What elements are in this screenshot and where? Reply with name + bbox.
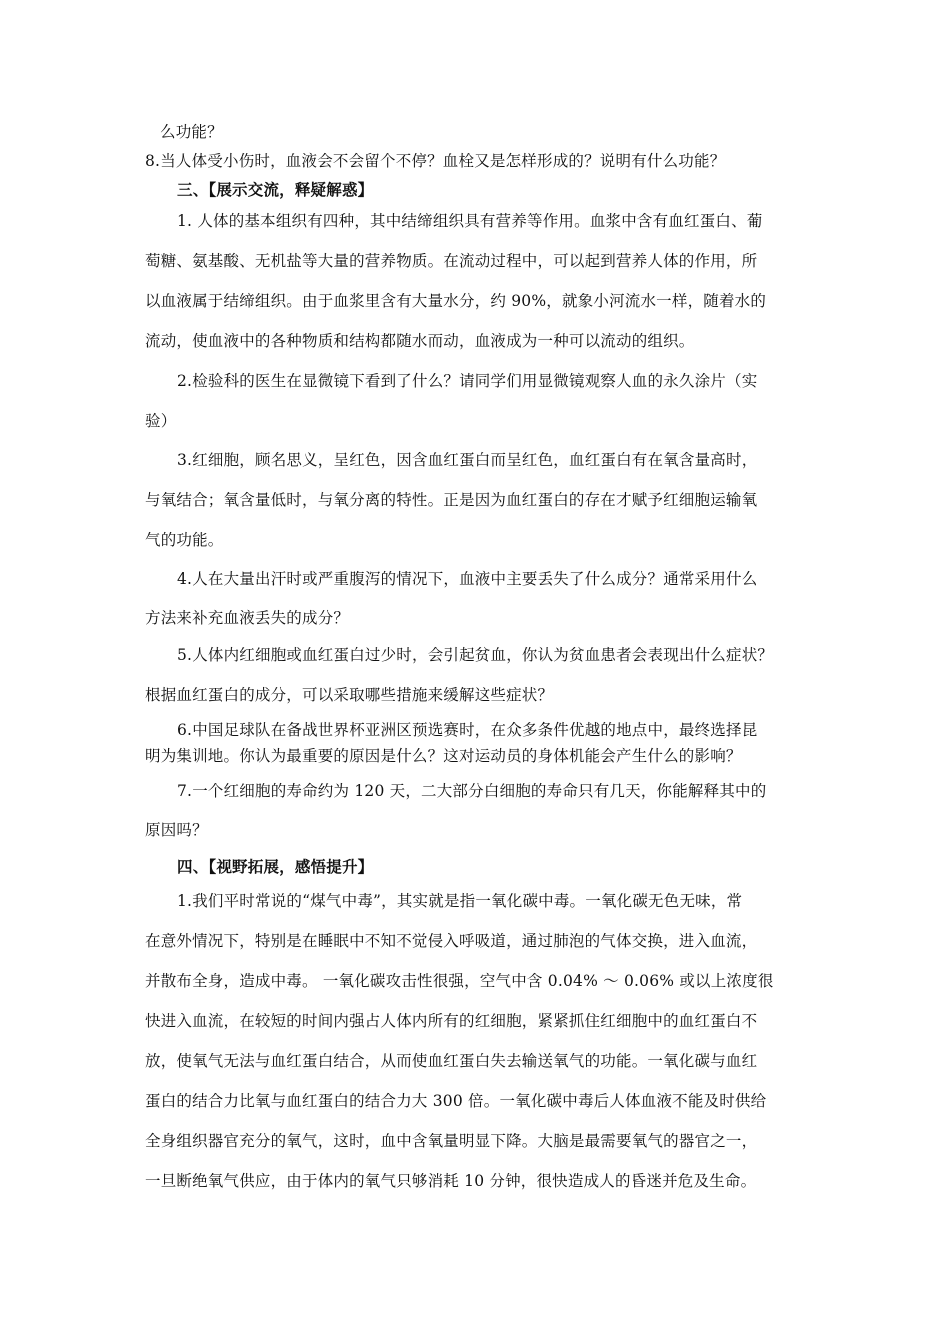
paragraph-4-line: 4.人在大量出汗时或严重腹泻的情况下，血液中主要丢失了什么成分？通常采用什么 bbox=[177, 570, 758, 588]
paragraph-3-line: 3.红细胞，顾名思义，呈红色，因含血红蛋白而呈红色，血红蛋白有在氧含量高时， bbox=[177, 451, 758, 469]
paragraph-7-line: 7.一个红细胞的寿命约为 120 天，二大部分白细胞的寿命只有几天，你能解释其中的 bbox=[177, 782, 767, 800]
section-3-heading: 三、【展示交流，释疑解惑】 bbox=[177, 180, 374, 199]
paragraph-5-line: 5.人体内红细胞或血红蛋白过少时，会引起贫血，你认为贫血患者会表现出什么症状？ bbox=[177, 646, 774, 664]
paragraph-5-line: 根据血红蛋白的成分，可以采取哪些措施来缓解这些症状？ bbox=[145, 686, 554, 704]
paragraph-6-line: 明为集训地。你认为最重要的原因是什么？这对运动员的身体机能会产生什么的影响？ bbox=[145, 747, 742, 765]
paragraph-co-line: 蛋白的结合力比氧与血红蛋白的结合力大 300 倍。一氧化碳中毒后人体血液不能及时供给 bbox=[145, 1092, 767, 1110]
paragraph-co-line: 并散布全身，造成中毒。 一氧化碳攻击性很强，空气中含 0.04% ～ 0.06% 或以上浓度很 bbox=[145, 972, 774, 990]
paragraph-2-line: 验） bbox=[145, 412, 177, 430]
paragraph-1-line: 以血液属于结缔组织。由于血浆里含有大量水分，约 90%，就象小河流水一样，随着水的 bbox=[145, 292, 767, 310]
paragraph-2-line: 2.检验科的医生在显微镜下看到了什么？请同学们用显微镜观察人血的永久涂片（实 bbox=[177, 372, 758, 390]
paragraph-co-line: 快进入血流，在较短的时间内强占人体内所有的红细胞，紧紧抓住红细胞中的血红蛋白不 bbox=[145, 1012, 758, 1030]
paragraph-co-line: 在意外情况下，特别是在睡眠中不知不觉侵入呼吸道，通过肺泡的气体交换，进入血流， bbox=[145, 932, 758, 950]
paragraph-co-line: 一旦断绝氧气供应，由于体内的氧气只够消耗 10 分钟，很快造成人的昏迷并危及生命。 bbox=[145, 1172, 757, 1190]
paragraph-3-line: 气的功能。 bbox=[145, 531, 224, 549]
paragraph-6-line: 6.中国足球队在备战世界杯亚洲区预选赛时，在众多条件优越的地点中，最终选择昆 bbox=[177, 721, 758, 739]
paragraph-3-line: 与氧结合；氧含量低时，与氧分离的特性。正是因为血红蛋白的存在才赋予红细胞运输氧 bbox=[145, 491, 758, 509]
paragraph-7-line: 原因吗？ bbox=[145, 821, 208, 839]
question-8: 8.当人体受小伤时，血液会不会留个不停？血栓又是怎样形成的？说明有什么功能？ bbox=[145, 152, 726, 170]
paragraph-co-line: 全身组织器官充分的氧气，这时，血中含氧量明显下降。大脑是最需要氧气的器官之一， bbox=[145, 1132, 758, 1150]
paragraph-4-line: 方法来补充血液丢失的成分？ bbox=[145, 609, 350, 627]
paragraph-co-line: 放，使氧气无法与血红蛋白结合，从而使血红蛋白失去输送氧气的功能。一氧化碳与血红 bbox=[145, 1052, 758, 1070]
text-line: 么功能？ bbox=[160, 123, 223, 141]
paragraph-1-line: 流动，使血液中的各种物质和结构都随水而动，血液成为一种可以流动的组织。 bbox=[145, 332, 695, 350]
paragraph-1-line: 萄糖、氨基酸、无机盐等大量的营养物质。在流动过程中，可以起到营养人体的作用，所 bbox=[145, 252, 758, 270]
section-4-heading: 四、【视野拓展，感悟提升】 bbox=[177, 857, 374, 876]
paragraph-1-line: 1. 人体的基本组织有四种，其中结缔组织具有营养等作用。血浆中含有血红蛋白、葡 bbox=[177, 212, 763, 230]
paragraph-co-line: 1.我们平时常说的“煤气中毒”，其实就是指一氧化碳中毒。一氧化碳无色无味，常 bbox=[177, 892, 743, 910]
